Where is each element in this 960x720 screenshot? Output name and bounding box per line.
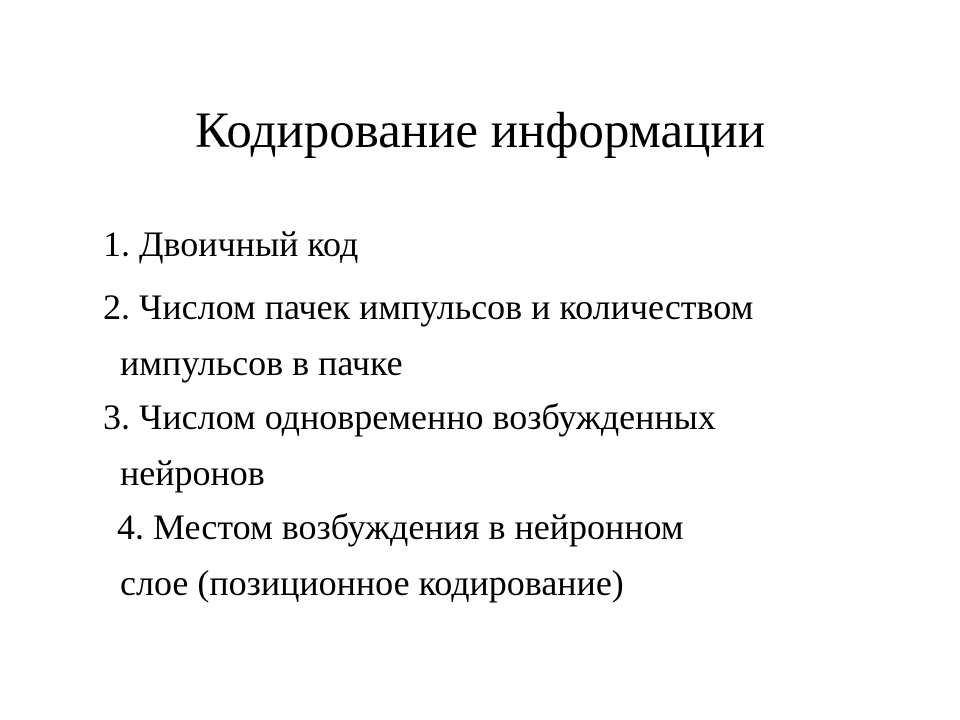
list-item-text-continuation: импульсов в пачке xyxy=(120,343,403,383)
list-item xyxy=(117,499,684,611)
list-item-text: 4. Местом возбуждения в нейронном xyxy=(117,507,684,547)
list-item xyxy=(103,279,753,391)
list-item-text-continuation: слое (позиционное кодирование) xyxy=(120,563,624,603)
list-item-text: 1. Двоичный код xyxy=(103,224,359,264)
list-item-text-continuation: нейронов xyxy=(120,453,265,493)
list-item xyxy=(103,389,716,501)
list-item-text: 2. Числом пачек импульсов и количеством xyxy=(103,287,754,327)
list-item xyxy=(103,216,358,272)
list-item-text: 3. Числом одновременно возбужденных xyxy=(103,397,716,437)
slide-title: Кодирование информации xyxy=(194,103,766,159)
